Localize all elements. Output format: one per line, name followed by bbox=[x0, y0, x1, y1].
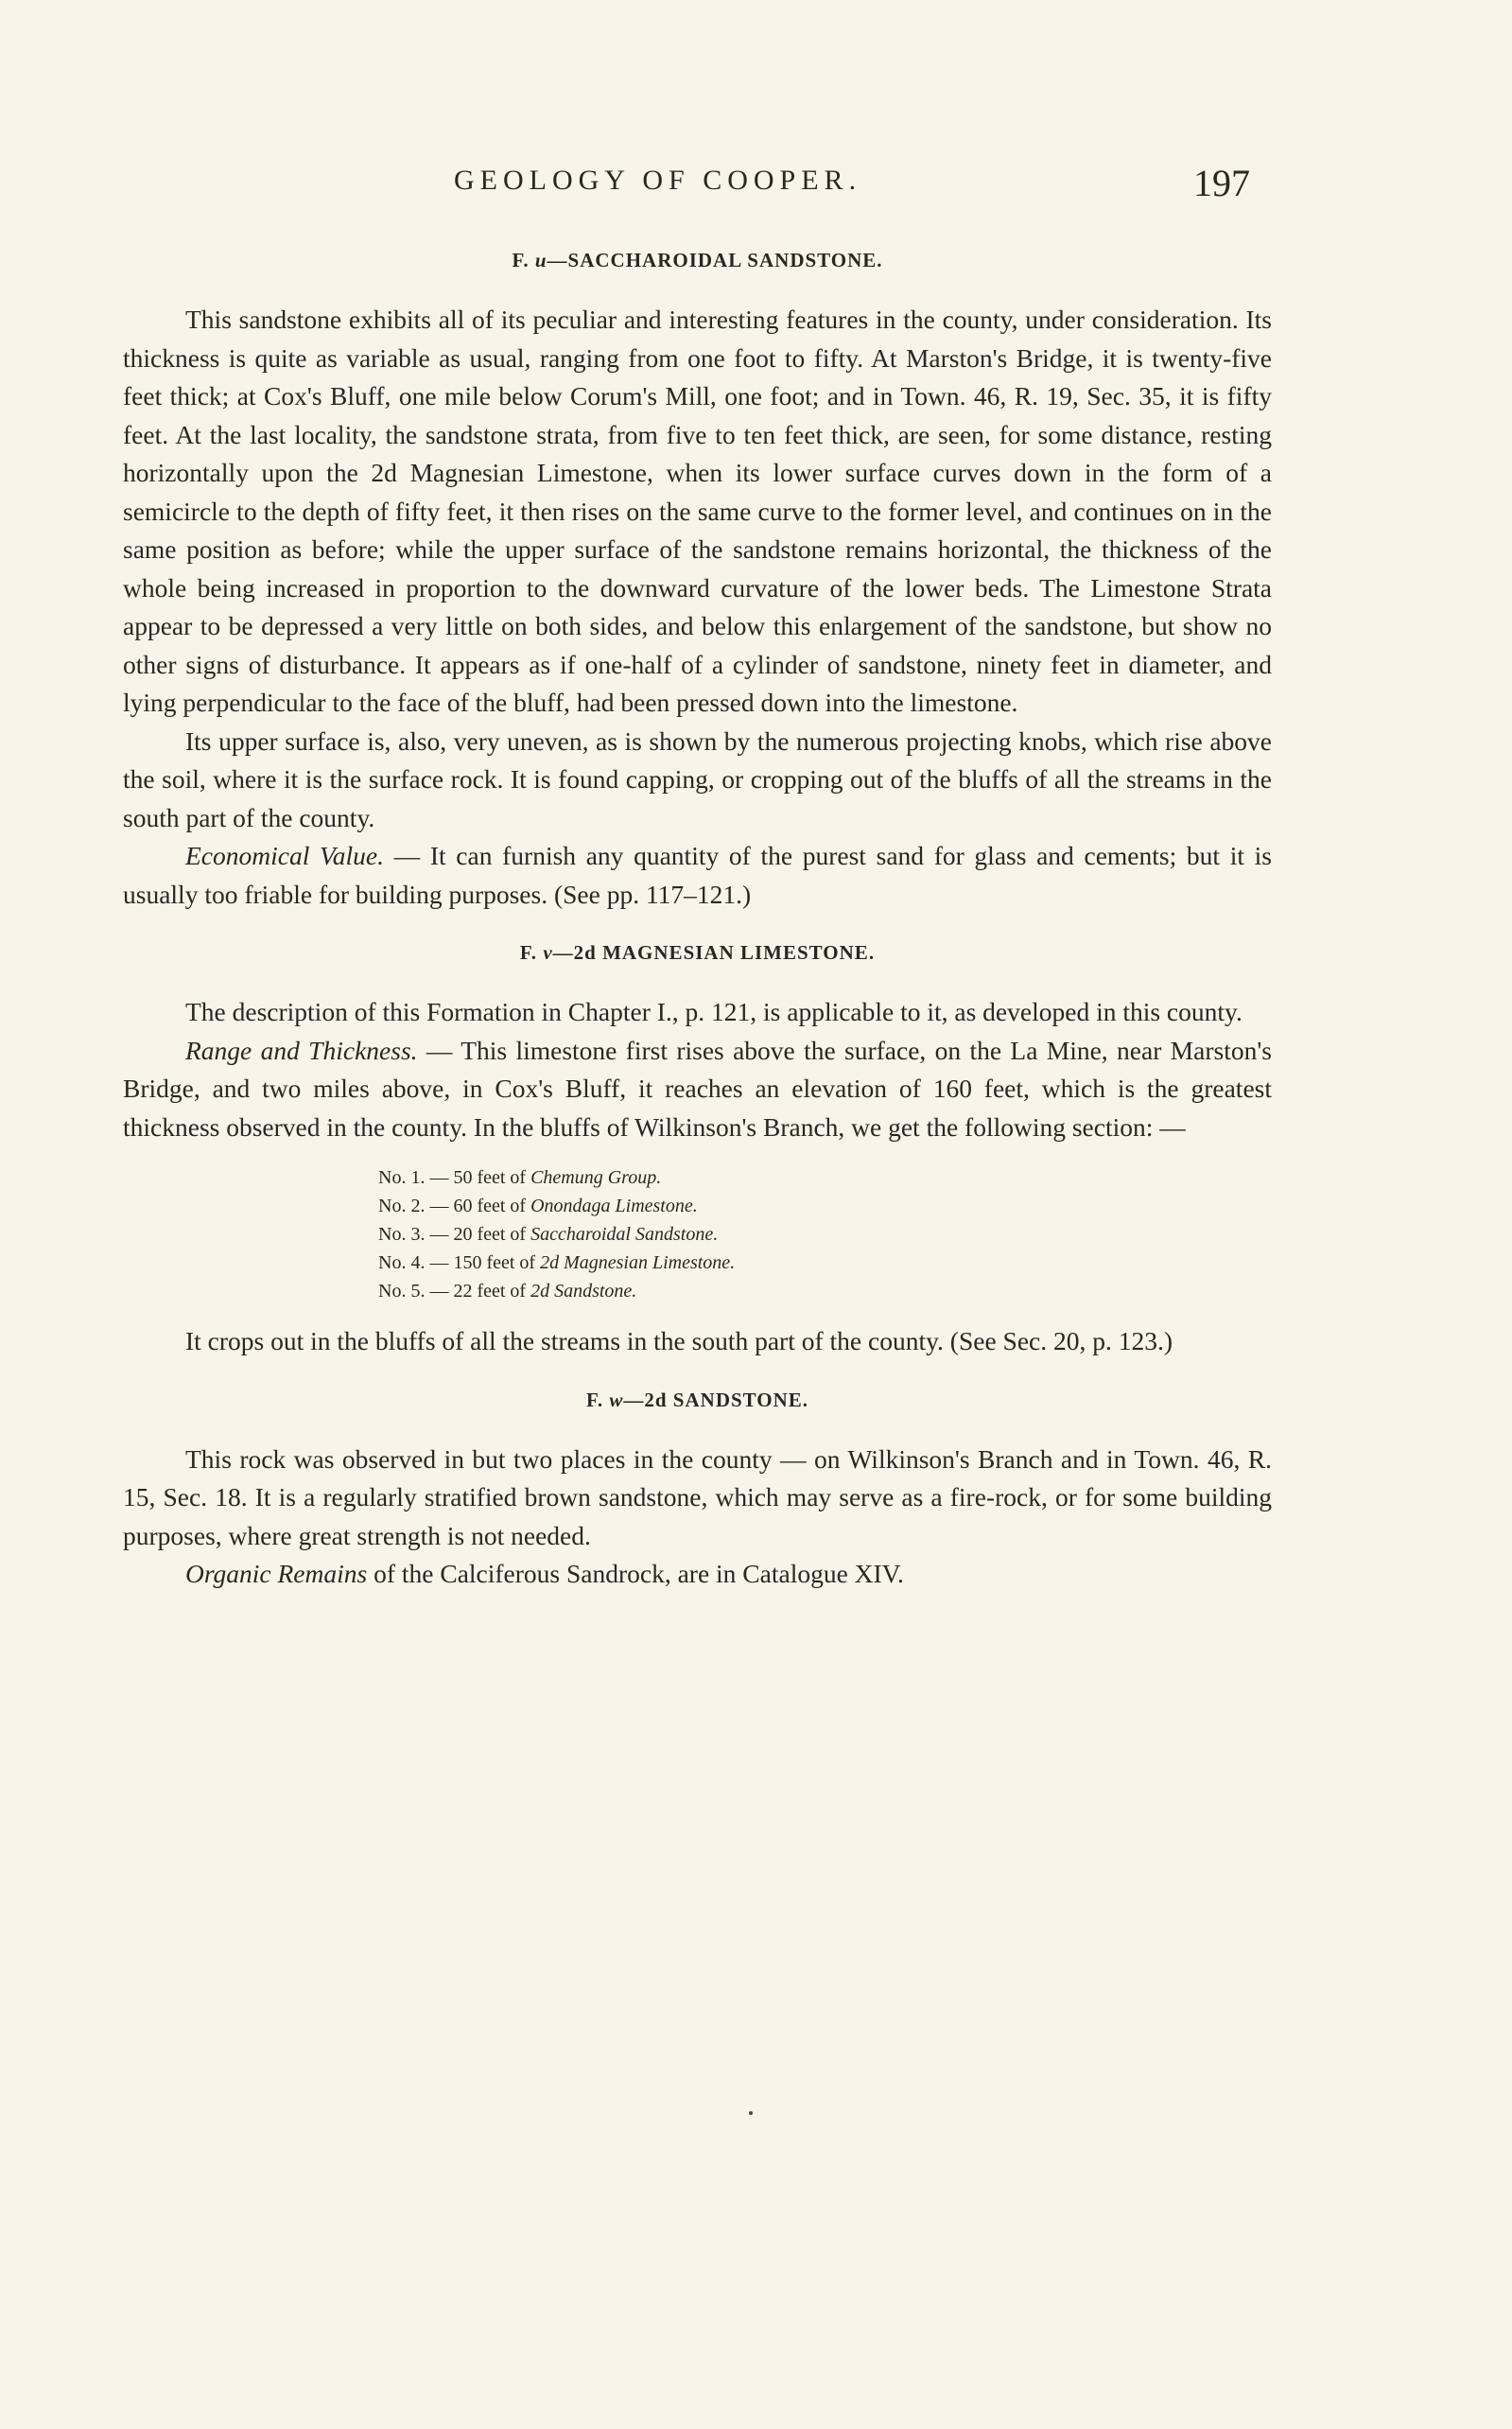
strata-section-list bbox=[378, 1163, 1272, 1305]
formation-letter: u bbox=[534, 249, 547, 271]
paragraph: The description of this Formation in Chapter I., p. 121, is applicable to it, as developed in this county. bbox=[185, 997, 1243, 1026]
formation-letter: v bbox=[543, 941, 553, 964]
section-heading-2d-sandstone: F. w—2d SANDSTONE. bbox=[585, 1388, 809, 1411]
paragraph: Its upper surface is, also, very uneven, as is shown by the numerous projecting knobs, which rise above the soil, where it is the surface rock. It is found capping, or cropping out of the bluffs of all the streams in the south part of the county. bbox=[123, 725, 1272, 832]
paragraph: This rock was observed in but two places in the county — on Wilkinson's Branch and in Town. 46, R. 15, Sec. 18. It is a regularly stratified brown sandstone, which may serve as a fire-rock, or for some building purposes, where great strength is not needed. bbox=[123, 1443, 1272, 1550]
running-head bbox=[0, 161, 1512, 208]
text-block bbox=[123, 246, 1272, 1594]
list-item: No. 2. — 60 feet of Onondaga Limestone. bbox=[378, 1196, 698, 1216]
ink-speck bbox=[749, 2111, 753, 2115]
formation-letter: w bbox=[609, 1388, 624, 1411]
page-number: 197 bbox=[1193, 162, 1250, 204]
paragraph-lead: Organic Remains bbox=[185, 1559, 368, 1588]
running-title: GEOLOGY OF COOPER. bbox=[454, 165, 862, 196]
list-item: No. 1. — 50 feet of Chemung Group. bbox=[378, 1167, 662, 1188]
section-heading-saccharoidal-sandstone: F. u—SACCHAROIDAL SANDSTONE. bbox=[512, 249, 883, 271]
paragraph-lead: Economical Value. bbox=[185, 841, 384, 870]
list-item: No. 3. — 20 feet of Saccharoidal Sandstone. bbox=[378, 1224, 719, 1245]
list-item: No. 4. — 150 feet of 2d Magnesian Limestone. bbox=[378, 1252, 736, 1273]
paragraph: Economical Value. — It can furnish any quantity of the purest sand for glass and cements; but it is usually too friable for building purposes. (See pp. 117–121.) bbox=[123, 841, 1272, 909]
paragraph: Range and Thickness. — This limestone first rises above the surface, on the La Mine, near Marston's Bridge, and two miles above, in Cox's Bluff, it reaches an elevation of 160 feet, which is the greatest thickness observed in the county. In the bluffs of Wilkinson's Branch, we get the following section: — bbox=[123, 1035, 1273, 1142]
paragraph: Organic Remains of the Calciferous Sandrock, are in Catalogue XIV. bbox=[185, 1559, 904, 1588]
paragraph: This sandstone exhibits all of its peculiar and interesting features in the county, under consideration. Its thickness is quite as variable as usual, ranging from one foot to fifty. At Marston's Bridge, it is twenty-five feet thick; at Cox's Bluff, one mile below Corum's Mill, one foot; and in Town. 46, R. 19, Sec. 35, it is fifty feet. At the last locality, the sandstone strata, from five to ten feet thick, are seen, for some distance, resting horizontally upon the 2d Magnesian Limestone, when its lower surface curves down in the form of a semicircle to the depth of fifty feet, it then rises on the same curve to the former level, and continues on in the same position as before; while the upper surface of the sandstone remains horizontal, the thickness of the whole being increased in proportion to the downward curvature of the lower beds. The Limestone Strata appear to be depressed a very little on both sides, and below this enlargement of the sandstone, but show no other signs of disturbance. It appears as if one-half of a cylinder of sandstone, ninety feet in diameter, and lying perpendicular to the face of the bluff, had been pressed down into the limestone. bbox=[123, 305, 1272, 717]
paragraph-lead: Range and Thickness. bbox=[185, 1035, 418, 1065]
section-heading-magnesian-limestone: F. v—2d MAGNESIAN LIMESTONE. bbox=[519, 941, 876, 964]
paragraph: It crops out in the bluffs of all the streams in the south part of the county. (See Sec. 20, p. 123.) bbox=[185, 1326, 1173, 1355]
list-item: No. 5. — 22 feet of 2d Sandstone. bbox=[378, 1281, 637, 1302]
